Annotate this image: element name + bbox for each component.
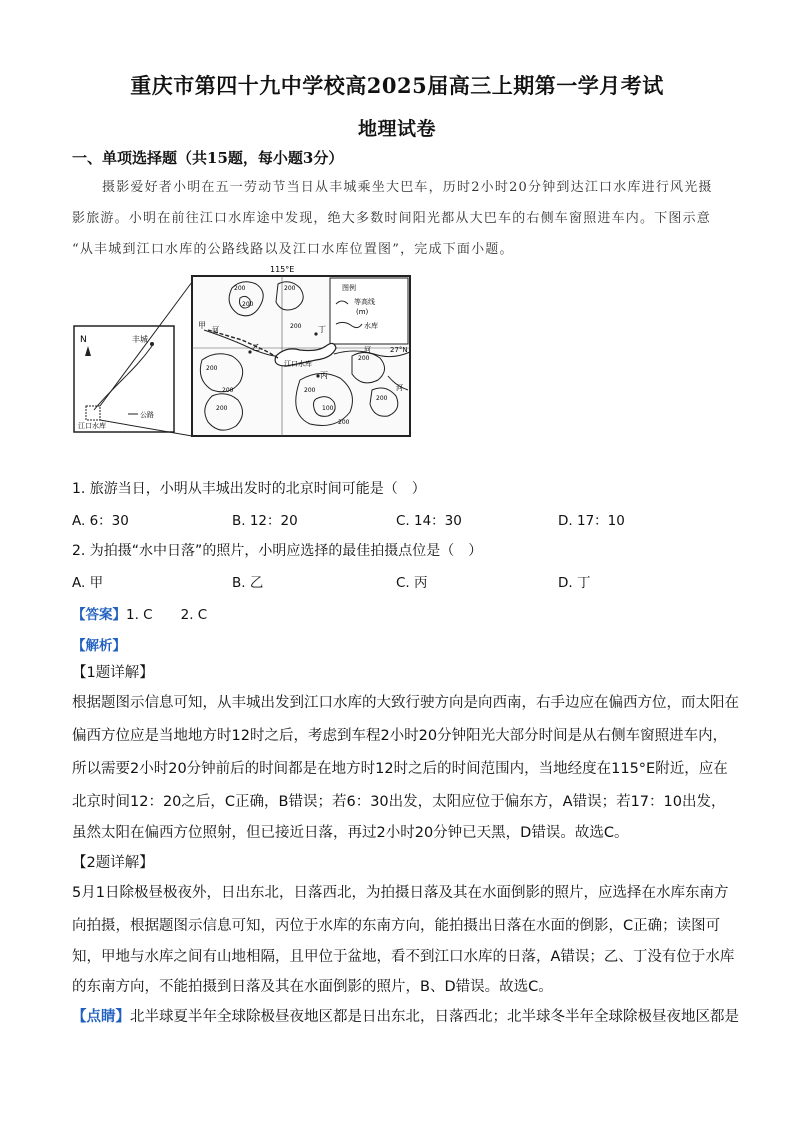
detail-1-line-4: 北京时间12：20之后，C正确，B错误；若6：30出发，太阳应位于偏东方，A错误；若17：10出发，: [72, 794, 726, 810]
q1-option-a: A. 6：30: [72, 513, 129, 529]
road-line: [94, 346, 152, 410]
tip-text: 北半球夏半年全球除极昼夜地区都是日出东北，日落西北；北半球冬半年全球除极昼夜地区都是: [130, 1009, 739, 1025]
legend-contour-label: 等高线: [354, 298, 375, 306]
tip-line: [72, 1004, 739, 1030]
detail-1-label: 【1题详解】: [72, 665, 154, 681]
svg-text:100: 100: [322, 405, 334, 412]
small-reservoir-label: 江口水库: [78, 422, 106, 430]
q2-option-d: D. 丁: [558, 575, 591, 591]
svg-text:200: 200: [304, 387, 316, 394]
question-1-stem: 1. 旅游当日，小明从丰城出发时的北京时间可能是（ ）: [72, 481, 426, 497]
exam-subtitle: 地理试卷: [357, 118, 436, 140]
answer-label: 【答案】: [72, 607, 126, 623]
svg-text:200: 200: [242, 301, 254, 308]
q2-option-b: B. 乙: [232, 575, 264, 591]
intro-line-3: “从丰城到江口水库的公路线路以及江口水库位置图”，完成下面小题。: [72, 242, 514, 257]
river-label-3: 河: [396, 384, 403, 392]
city-dot: [150, 342, 154, 346]
question-2-stem: 2. 为拍摄“水中日落”的照片，小明应选择的最佳拍摄点位是（ ）: [72, 543, 483, 559]
detail-2-line-3: 知，甲地与水库之间有山地相隔，且甲位于盆地，看不到江口水库的日落，A错误；乙、丁没有位于水库: [72, 949, 735, 965]
latitude-label: 27°N: [390, 346, 408, 354]
city-label: 丰城: [132, 335, 148, 344]
answer-q2: 2. C: [180, 607, 208, 623]
river-label-1: 河: [212, 326, 219, 334]
detail-2-line-4: 的东南方向，不能拍摄到日落及其在水面倒影的照片，B、D错误。故选C。: [72, 979, 553, 995]
legend-unit-label: (m): [356, 308, 369, 316]
legend-reservoir-label: 水库: [364, 322, 378, 330]
longitude-label: 115°E: [270, 265, 295, 274]
point-yi-label: 乙: [252, 343, 260, 352]
answer-line: [72, 603, 207, 623]
reservoir-label: 江口水库: [284, 360, 312, 368]
exam-title: 重庆市第四十九中学校高2025届高三上期第一学月考试: [130, 73, 664, 98]
svg-text:200: 200: [376, 395, 388, 402]
detail-2-label: 【2题详解】: [72, 855, 154, 871]
detail-2-line-2: 向拍摄，根据题图示信息可知，丙位于水库的东南方向，能拍摄出日落在水面的倒影，C正确；读图可: [72, 918, 721, 934]
svg-text:200: 200: [338, 419, 350, 426]
svg-text:200: 200: [222, 387, 234, 394]
legend-title: 图例: [342, 284, 356, 292]
detail-1-line-3: 所以需要2小时20分钟前后的时间都是在地方时12时之后的时间范围内，当地经度在115°E附近，应在: [72, 761, 728, 777]
svg-text:200: 200: [284, 285, 296, 292]
north-arrow-icon: [85, 346, 91, 356]
q1-option-d: D. 17：10: [558, 513, 625, 529]
intro-line-2: 影旅游。小明在前往江口水库途中发现，绝大多数时间阳光都从大巴车的右侧车窗照进车内。下图示意: [72, 211, 712, 226]
point-ding-label: 丁: [318, 325, 326, 334]
north-label: N: [80, 335, 87, 345]
answer-q1: 1. C: [126, 607, 153, 623]
road-legend-label: 公路: [140, 411, 154, 419]
point-jia-label: 甲: [198, 321, 206, 330]
q2-option-a: A. 甲: [72, 575, 104, 591]
svg-text:200: 200: [358, 355, 370, 362]
detail-map: [192, 265, 410, 436]
detail-2-line-1: 5月1日除极昼极夜外，日出东北，日落西北，为拍摄日落及其在水面倒影的照片，应选择在水库东南方: [72, 885, 729, 901]
q1-option-b: B. 12：20: [232, 513, 298, 529]
detail-1-line-1: 根据题图示信息可知，从丰城出发到江口水库的大致行驶方向是向西南，右手边应在偏西方位，而太阳在: [72, 695, 739, 711]
map-figure: [72, 260, 432, 440]
detail-1-line-2: 偏西方位应是当地地方时12时之后，考虑到车程2小时20分钟阳光大部分时间是从右侧车窗照进车内，: [72, 728, 728, 744]
q1-option-c: C. 14：30: [396, 513, 462, 529]
svg-text:200: 200: [216, 405, 228, 412]
locator-map: [74, 326, 174, 432]
svg-text:200: 200: [290, 323, 302, 330]
intro-line-1: 摄影爱好者小明在五一劳动节当日从丰城乘坐大巴车，历时2小时20分钟到达江口水库进行风光摄: [102, 180, 713, 195]
svg-text:200: 200: [206, 365, 218, 372]
svg-text:200: 200: [234, 285, 246, 292]
point-bing-label: 丙: [320, 371, 328, 380]
q2-option-c: C. 丙: [396, 575, 428, 591]
tip-label: 【点睛】: [72, 1009, 130, 1025]
section-heading: 一、单项选择题（共15题，每小题3分）: [72, 149, 344, 167]
inset-box: [86, 406, 100, 420]
analysis-label: 【解析】: [72, 638, 126, 654]
detail-1-line-5: 虽然太阳在偏西方位照射，但已接近日落，再过2小时20分钟已天黑，D错误。故选C。: [72, 825, 629, 841]
river-label-2: 河: [364, 346, 371, 354]
